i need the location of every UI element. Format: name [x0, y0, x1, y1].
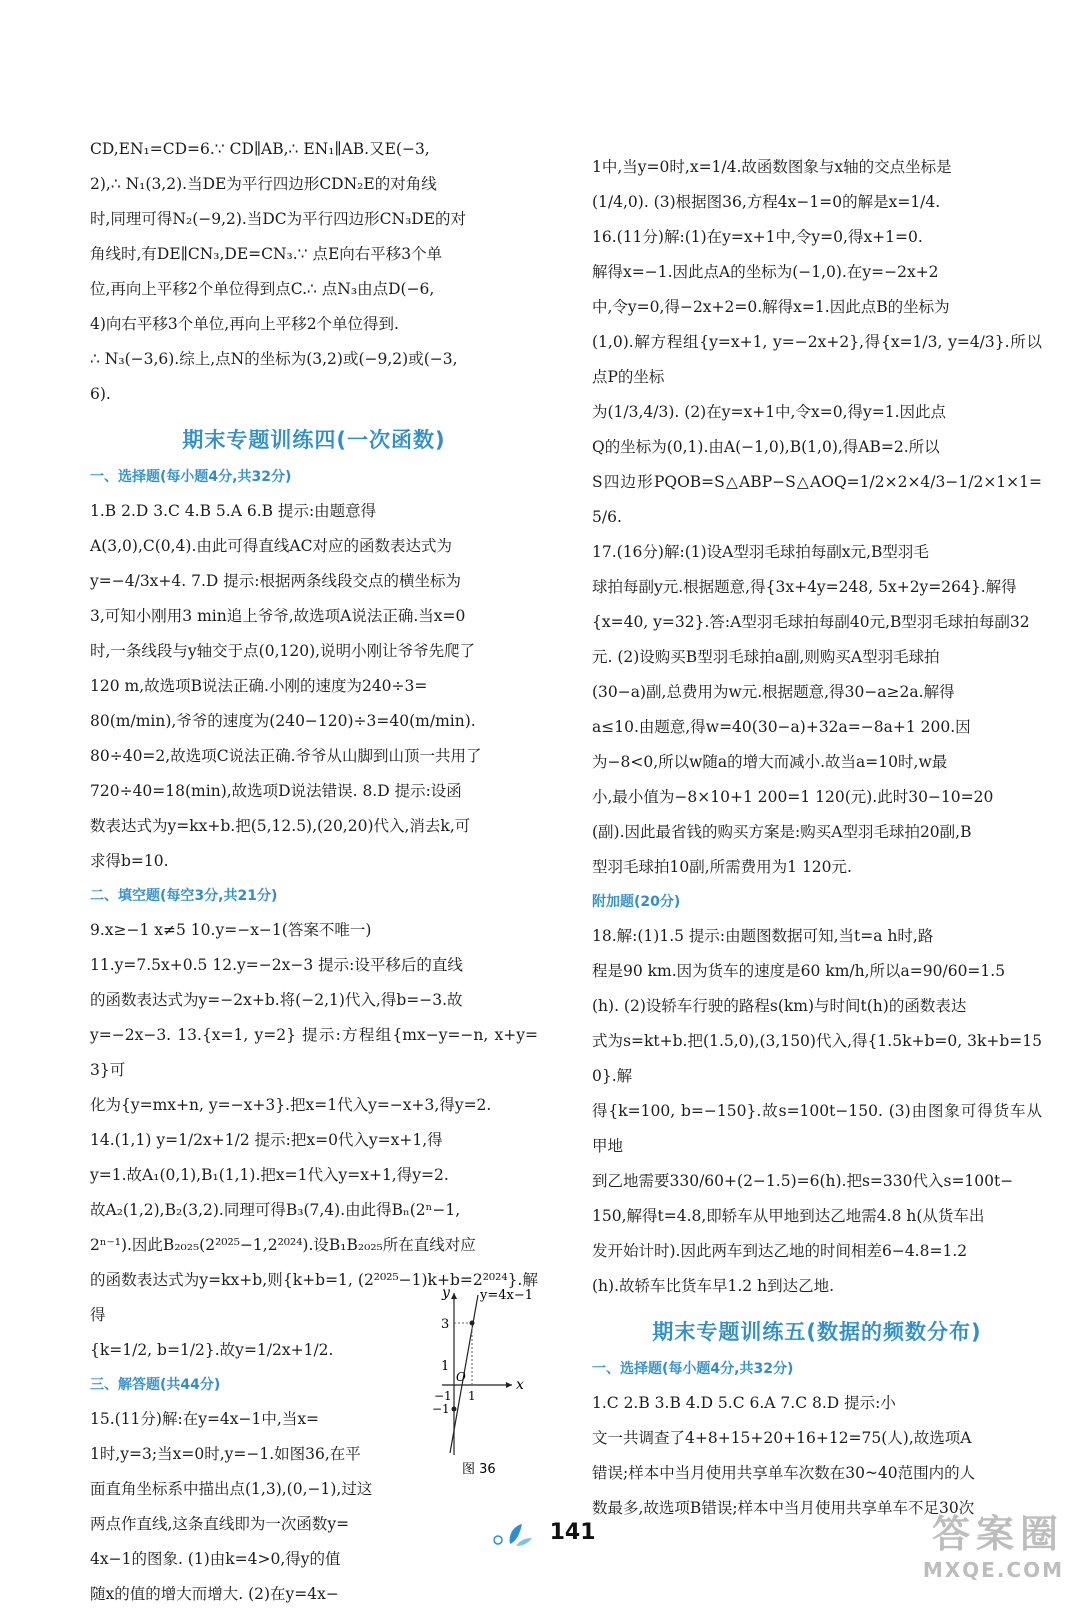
text-line: 4x−1的图象. (1)由k=4>0,得y的值: [90, 1550, 341, 1568]
text-line: y=−4/3x+4. 7.D 提示:根据两条线段交点的横坐标为: [90, 572, 461, 590]
text-line: (h). (2)设轿车行驶的路程s(km)与时间t(h)的函数表达: [592, 997, 967, 1015]
text-line: 发开始计时).因此两车到达乙地的时间相差6−4.8=1.2: [592, 1242, 968, 1260]
text-line: 2),∴ N₁(3,2).当DE为平行四边形CDN₂E的对角线: [90, 175, 437, 193]
answer-15: [90, 1402, 420, 1612]
text-line: 18.解:(1)1.5 提示:由题图数据可知,当t=a h时,路: [592, 927, 934, 945]
tick-3: 3: [441, 1317, 450, 1332]
origin-label: O: [456, 1370, 466, 1384]
text-line: 化为{y=mx+n, y=−x+3}.把x=1代入y=−x+3,得y=2.: [90, 1096, 492, 1114]
subsection-choice: 一、选择题(每小题4分,共32分): [90, 469, 292, 485]
text-line: 文一共调查了4+8+15+20+16+12=75(人),故选项A: [592, 1429, 972, 1447]
text-line: 120 m,故选项B说法正确.小刚的速度为240÷3=: [90, 677, 428, 695]
tick-y-m1: −1: [432, 1402, 450, 1416]
text-line: (1,0).解方程组{y=x+1, y=−2x+2},得{x=1/3, y=4/3}.所以点P的坐标: [592, 333, 1042, 386]
text-line: 得{k=100, b=−150}.故s=100t−150. (3)由图象可得货车从甲地: [592, 1102, 1042, 1155]
x-label: x: [516, 1377, 524, 1393]
text-line: 11.y=7.5x+0.5 12.y=−2x−3 提示:设平移后的直线: [90, 956, 463, 974]
text-line: A(3,0),C(0,4).由此可得直线AC对应的函数表达式为: [90, 537, 452, 555]
text-line: 故A₂(1,2),B₂(3,2).同理可得B₃(7,4).由此得Bₙ(2ⁿ−1,: [90, 1201, 461, 1219]
text-line: 求得b=10.: [90, 852, 169, 870]
figure-36: [432, 1285, 552, 1475]
text-line: 的函数表达式为y=−2x+b.将(−2,1)代入,得b=−3.故: [90, 991, 463, 1009]
y-axis-arrow: [451, 1293, 457, 1299]
text-line: (1/4,0). (3)根据图36,方程4x−1=0的解是x=1/4.: [592, 193, 941, 211]
text-line: 16.(11分)解:(1)在y=x+1中,令y=0,得x+1=0.: [592, 228, 923, 246]
text-line: 为(1/3,4/3). (2)在y=x+1中,令x=0,得y=1.因此点: [592, 403, 947, 421]
tick-x-m1: −1: [434, 1389, 452, 1403]
right-column: [592, 150, 1042, 1526]
text-line: 14.(1,1) y=1/2x+1/2 提示:把x=0代入y=x+1,得: [90, 1131, 443, 1149]
subsection-choice-5: 一、选择题(每小题4分,共32分): [592, 1361, 794, 1377]
text-line: 150,解得t=4.8,即轿车从甲地到达乙地需4.8 h(从货车出: [592, 1207, 985, 1225]
subsection-answer: 三、解答题(共44分): [90, 1377, 221, 1393]
text-line: 15.(11分)解:在y=4x−1中,当x=: [90, 1410, 320, 1428]
text-line: 位,再向上平移2个单位得到点C.∴ 点N₃由点D(−6,: [90, 280, 435, 298]
text-line: 的函数表达式为y=kx+b,则{k+b=1, (2²⁰²⁵−1)k+b=2²⁰²⁴}.解得: [90, 1271, 538, 1324]
watermark-url: MXQE.COM: [922, 1558, 1064, 1582]
text-line: 角线时,有DE∥CN₃,DE=CN₃.∵ 点E向右平移3个单: [90, 245, 443, 263]
text-line: 型羽毛球拍10副,所需费用为1 120元.: [592, 858, 852, 876]
point-0-m1: [452, 1407, 457, 1412]
text-line: 6).: [90, 385, 111, 403]
text-line: ∴ N₃(−3,6).综上,点N的坐标为(3,2)或(−9,2)或(−3,: [90, 350, 458, 368]
text-line: 为−8<0,所以w随a的增大而减小.故当a=10时,w最: [592, 753, 948, 771]
text-line: 9.x≥−1 x≠5 10.y=−x−1(答案不唯一): [90, 921, 372, 939]
text-line: 中,令y=0,得−2x+2=0.解得x=1.因此点B的坐标为: [592, 298, 950, 316]
text-line: 17.(16分)解:(1)设A型羽毛球拍每副x元,B型羽毛: [592, 543, 929, 561]
x-axis-arrow: [506, 1382, 512, 1388]
text-line: (30−a)副,总费用为w元.根据题意,得30−a≥2a.解得: [592, 683, 955, 701]
text-line: CD,EN₁=CD=6.∵ CD∥AB,∴ EN₁∥AB.又E(−3,: [90, 140, 430, 158]
leaf-icon: [490, 1522, 534, 1548]
subsection-fill: 二、填空题(每空3分,共21分): [90, 888, 278, 904]
text-line: 时,同理可得N₂(−9,2).当DC为平行四边形CN₃DE的对: [90, 210, 467, 228]
text-line: 1中,当y=0时,x=1/4.故函数图象与x轴的交点坐标是: [592, 158, 952, 176]
text-line: 3,可知小刚用3 min追上爷爷,故选项A说法正确.当x=0: [90, 607, 466, 625]
y-label: y: [442, 1285, 450, 1301]
text-line: 小,最小值为−8×10+1 200=1 120(元).此时30−10=20: [592, 788, 994, 806]
text-line: {k=1/2, b=1/2}.故y=1/2x+1/2.: [90, 1341, 334, 1359]
point-1-3: [470, 1321, 475, 1326]
text-line: S四边形PQOB=S△ABP−S△AOQ=1/2×2×4/3−1/2×1×1=5/6.: [592, 473, 1042, 526]
text-line: 式为s=kt+b.把(1.5,0),(3,150)代入,得{1.5k+b=0, 3k+b=150}.解: [592, 1032, 1042, 1085]
text-line: {x=40, y=32}.答:A型羽毛球拍每副40元,B型羽毛球拍每副32: [592, 613, 1030, 631]
text-line: 时,一条线段与y轴交于点(0,120),说明小刚让爷爷先爬了: [90, 642, 476, 660]
text-line: Q的坐标为(0,1).由A(−1,0),B(1,0),得AB=2.所以: [592, 438, 940, 456]
tick-x-1: 1: [468, 1389, 476, 1403]
text-line: 1.C 2.B 3.B 4.D 5.C 6.A 7.C 8.D 提示:小: [592, 1394, 896, 1412]
subsection-extra: 附加题(20分): [592, 894, 681, 910]
page-number: 141: [549, 1520, 596, 1545]
text-line: 720÷40=18(min),故选项D说法错误. 8.D 提示:设函: [90, 782, 462, 800]
text-line: (副).因此最省钱的购买方案是:购买A型羽毛球拍20副,B: [592, 823, 972, 841]
text-line: 解得x=−1.因此点A的坐标为(−1,0).在y=−2x+2: [592, 263, 939, 281]
text-line: 1时,y=3;当x=0时,y=−1.如图36,在平: [90, 1445, 361, 1463]
text-line: y=1.故A₁(0,1),B₁(1,1).把x=1代入y=x+1,得y=2.: [90, 1166, 449, 1184]
figure-caption: 图 36: [462, 1462, 496, 1475]
section-title-5: 期末专题训练五(数据的频数分布): [652, 1320, 982, 1344]
text-line: 到乙地需要330/60+(2−1.5)=6(h).把s=330代入s=100t−: [592, 1172, 1014, 1190]
text-line: 数最多,故选项B错误;样本中当月使用共享单车不足30次: [592, 1499, 975, 1517]
text-line: y=−2x−3. 13.{x=1, y=2} 提示:方程组{mx−y=−n, x+y=3}可: [90, 1026, 538, 1079]
watermark: [923, 1503, 1064, 1582]
text-line: 1.B 2.D 3.C 4.B 5.A 6.B 提示:由题意得: [90, 502, 377, 520]
text-line: 4)向右平移3个单位,再向上平移2个单位得到.: [90, 315, 399, 333]
text-line: 两点作直线,这条直线即为一次函数y=: [90, 1515, 350, 1533]
text-line: 元. (2)设购买B型羽毛球拍a副,则购买A型羽毛球拍: [592, 648, 940, 666]
tick-y-1: 1: [441, 1359, 450, 1374]
text-line: 错误;样本中当月使用共享单车次数在30~40范围内的人: [592, 1464, 976, 1482]
text-line: 80÷40=2,故选项C说法正确.爷爷从山脚到山顶一共用了: [90, 747, 482, 765]
text-line: 球拍每副y元.根据题意,得{3x+4y=248, 5x+2y=264}.解得: [592, 578, 1017, 596]
text-line: 2ⁿ⁻¹).因此B₂₀₂₅(2²⁰²⁵−1,2²⁰²⁴).设B₁B₂₀₂₅所在直线对应: [90, 1236, 476, 1254]
line-label: y=4x−1: [480, 1288, 534, 1303]
text-line: 程是90 km.因为货车的速度是60 km/h,所以a=90/60=1.5: [592, 962, 1006, 980]
text-line: (h).故轿车比货车早1.2 h到达乙地.: [592, 1277, 834, 1295]
watermark-text: 答案圈: [931, 1512, 1064, 1556]
text-line: a≤10.由题意,得w=40(30−a)+32a=−8a+1 200.因: [592, 718, 971, 736]
text-line: 80(m/min),爷爷的速度为(240−120)÷3=40(m/min).: [90, 712, 476, 730]
text-line: 随x的值的增大而增大. (2)在y=4x−: [90, 1585, 339, 1603]
text-line: 面直角坐标系中描出点(1,3),(0,−1),过这: [90, 1480, 373, 1498]
text-line: 数表达式为y=kx+b.把(5,12.5),(20,20)代入,消去k,可: [90, 817, 471, 835]
section-title-4: 期末专题训练四(一次函数): [182, 428, 446, 452]
